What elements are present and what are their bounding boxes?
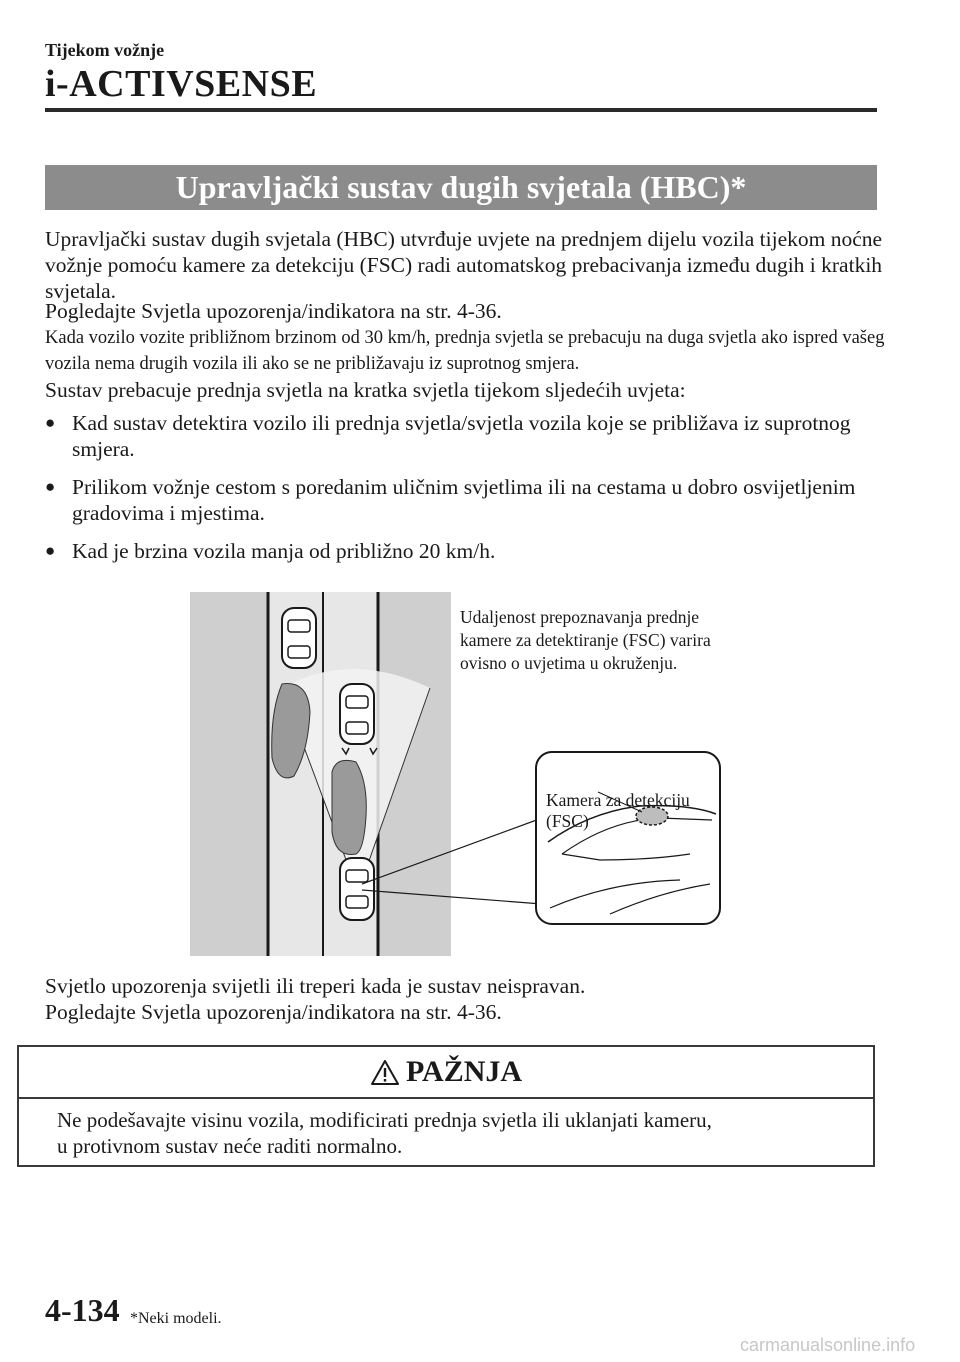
camera-inset: [536, 752, 720, 924]
reference-paragraph: Pogledajte Svjetla upozorenja/indikatora na str. 4-36.: [45, 299, 502, 323]
footnote: *Neki modeli.: [130, 1310, 222, 1327]
section-title: i-ACTIVSENSE: [45, 63, 318, 105]
warning-text-line1: Ne podešavajte visinu vozila, modificirati prednja svjetla ili uklanjati kameru,: [57, 1108, 712, 1132]
own-car-icon: [340, 858, 374, 920]
bullet-icon: ●: [45, 477, 56, 496]
watermark: carmanualsonline.info: [740, 1335, 916, 1355]
topic-banner: Upravljački sustav dugih svjetala (HBC)*: [45, 165, 877, 210]
warning-divider: [19, 1097, 873, 1099]
warning-box: [17, 1045, 875, 1167]
beam-own: [332, 760, 366, 854]
warning-header: [19, 1047, 873, 1097]
warning-text-line2: u protivnom sustav neće raditi normalno.: [57, 1134, 403, 1158]
oncoming-car-icon: [282, 608, 316, 668]
header-rule: [45, 108, 877, 112]
page-number: 4-134: [45, 1292, 120, 1328]
list-item: [45, 538, 885, 564]
warning-title: PAŽNJA: [405, 1055, 523, 1088]
warning-triangle-icon: [370, 1059, 400, 1086]
list-item-text: Kad sustav detektira vozilo ili prednja svjetla/svjetla vozila koje se približava iz suprotnog smjera.: [72, 411, 851, 461]
chapter-title: Tijekom vožnje: [45, 40, 165, 60]
range-caption: Udaljenost prepoznavanja prednje kamere za detektiranje (FSC) varira ovisno o uvjetima u okruženju.: [460, 607, 711, 673]
warning-text: [57, 1107, 857, 1159]
list-item-text: Kad je brzina vozila manja od približno 20 km/h.: [72, 539, 496, 563]
conditions-intro: Sustav prebacuje prednja svjetla na kratka svjetla tijekom sljedećih uvjeta:: [45, 378, 686, 402]
camera-caption-line2: (FSC): [546, 811, 589, 831]
bullet-icon: ●: [45, 541, 56, 560]
bullet-icon: ●: [45, 413, 56, 432]
camera-caption-line1: Kamera za detekciju: [546, 790, 690, 810]
list-item-text: Prilikom vožnje cestom s poredanim uličnim svjetlima ili na cestama u dobro osvijetljenim gradovima i mjestima.: [72, 475, 856, 525]
list-item: [45, 474, 885, 526]
intro-paragraph: Upravljački sustav dugih svjetala (HBC) utvrđuje uvjete na prednjem dijelu vozila tijekom noćne vožnje pomoću kamere za detekciju (FSC) radi automatskog prebacivanja između dugih i kratkih svjetala.: [45, 227, 883, 303]
reference-paragraph-2: Pogledajte Svjetla upozorenja/indikatora na str. 4-36.: [45, 1000, 502, 1024]
speed-paragraph: Kada vozilo vozite približnom brzinom od 30 km/h, prednja svjetla se prebacuju na duga svjetla ako ispred vašeg vozila nema drugih vozila ili ako se ne približavaju iz suprotnog smjera.: [45, 328, 885, 374]
camera-caption: [546, 790, 690, 832]
malfunction-paragraph: Svjetlo upozorenja svijetli ili treperi kada je sustav neispravan.: [45, 974, 586, 998]
list-item: [45, 410, 885, 462]
